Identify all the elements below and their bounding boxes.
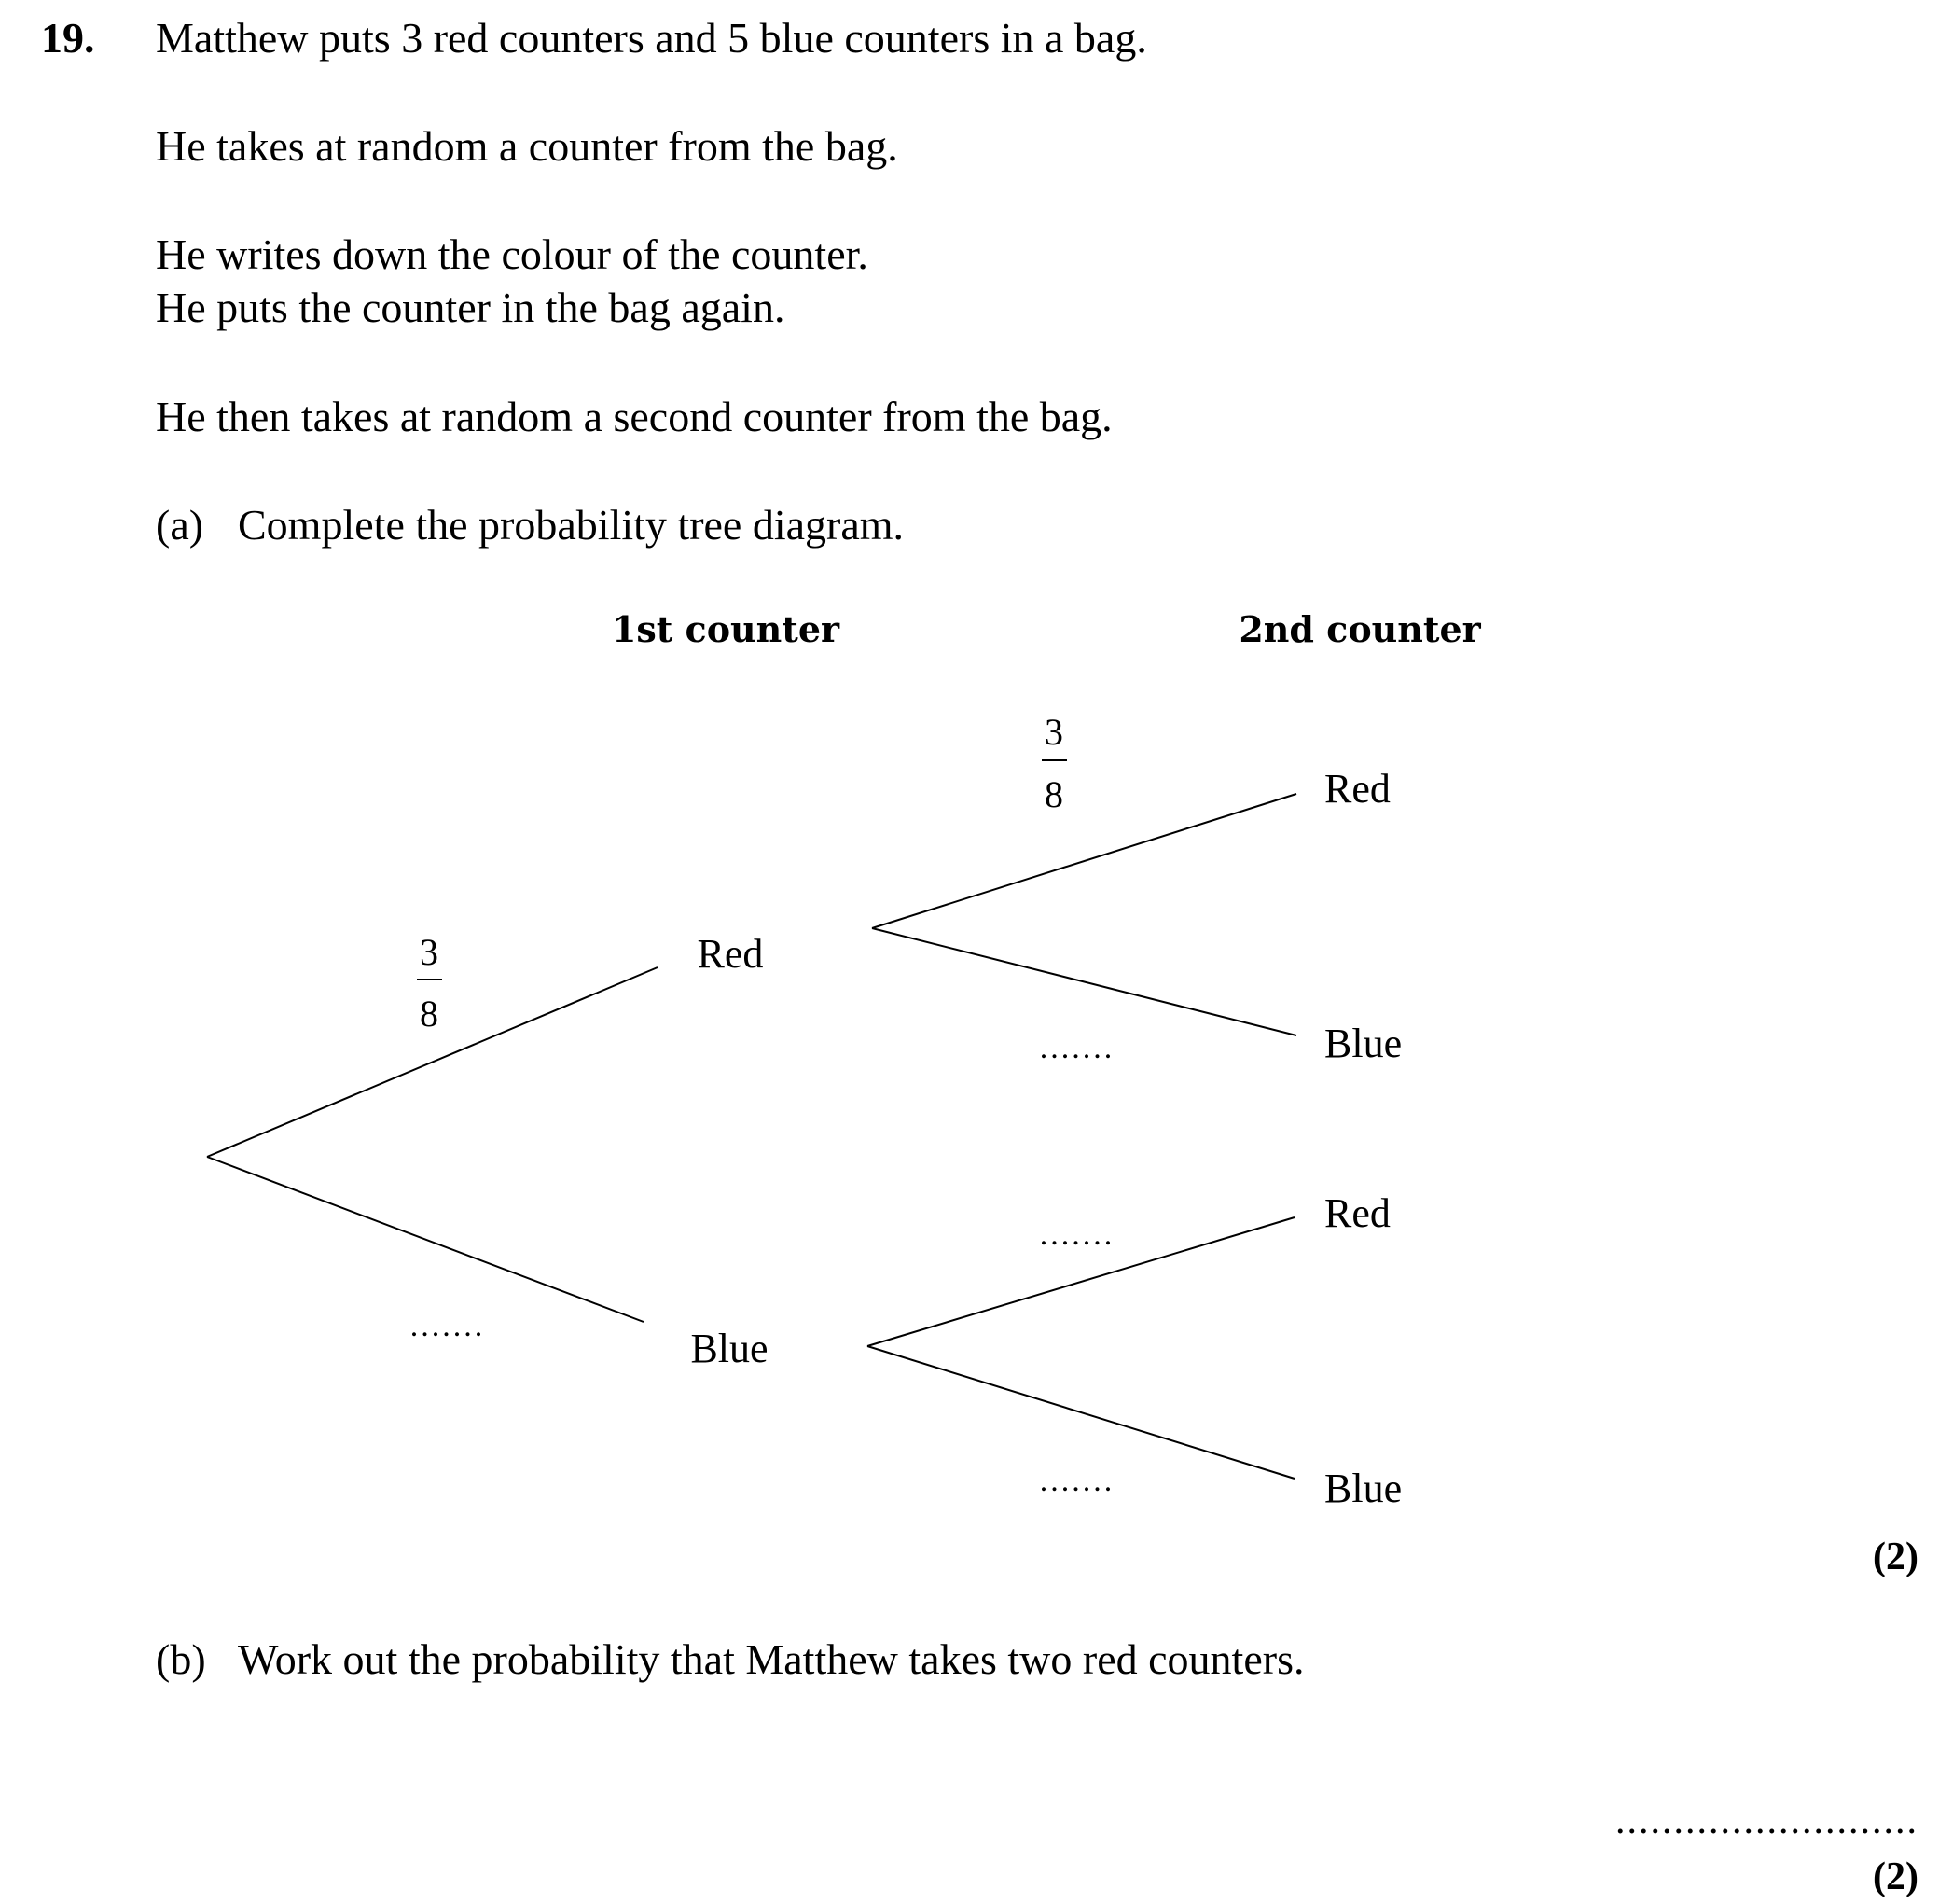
label-first-red: Red: [697, 931, 764, 977]
prob-red-red-denominator: 8: [1045, 773, 1063, 815]
part-a-text: Complete the probability tree diagram.: [238, 501, 905, 549]
branch-first-blue: [207, 1157, 644, 1322]
part-b-answer-line[interactable]: ..........................: [1615, 1800, 1918, 1842]
prob-red-red-numerator: 3: [1045, 711, 1063, 753]
part-a-label: (a): [156, 501, 204, 549]
question-line-3: He writes down the colour of the counter.: [156, 230, 868, 278]
label-second-red-red: Red: [1324, 766, 1391, 812]
part-a-marks: (2): [1873, 1536, 1918, 1578]
label-second-blue-red: Red: [1324, 1190, 1391, 1236]
prob-first-blue-blank[interactable]: .......: [409, 1309, 486, 1343]
part-b-label: (b): [156, 1635, 206, 1683]
part-b-prompt: [156, 1634, 1304, 1684]
header-first-counter: 1st counter: [611, 608, 840, 650]
question-line-5: He then takes at random a second counter from the bag.: [156, 393, 1113, 440]
label-second-red-blue: Blue: [1324, 1021, 1403, 1066]
question-line-2: He takes at random a counter from the bag.: [156, 122, 898, 170]
branch-red-blue: [872, 928, 1296, 1035]
prob-first-red-denominator: 8: [420, 993, 438, 1035]
question-line-4: He puts the counter in the bag again.: [156, 284, 785, 331]
part-b-marks: (2): [1873, 1855, 1918, 1898]
label-first-blue: Blue: [690, 1326, 769, 1371]
prob-first-red-numerator: 3: [420, 931, 438, 973]
label-second-blue-blue: Blue: [1324, 1466, 1403, 1511]
question-line-1: Matthew puts 3 red counters and 5 blue counters in a bag.: [156, 14, 1147, 62]
prob-blue-red-blank[interactable]: .......: [1039, 1217, 1115, 1252]
prob-red-blue-blank[interactable]: .......: [1039, 1031, 1115, 1065]
part-b-text: Work out the probability that Matthew takes two red counters.: [238, 1635, 1305, 1683]
branch-red-red: [872, 794, 1296, 928]
prob-blue-blue-blank[interactable]: .......: [1039, 1464, 1115, 1498]
header-second-counter: 2nd counter: [1239, 608, 1481, 650]
question-number: 19.: [41, 14, 95, 62]
branch-blue-blue: [867, 1346, 1295, 1479]
